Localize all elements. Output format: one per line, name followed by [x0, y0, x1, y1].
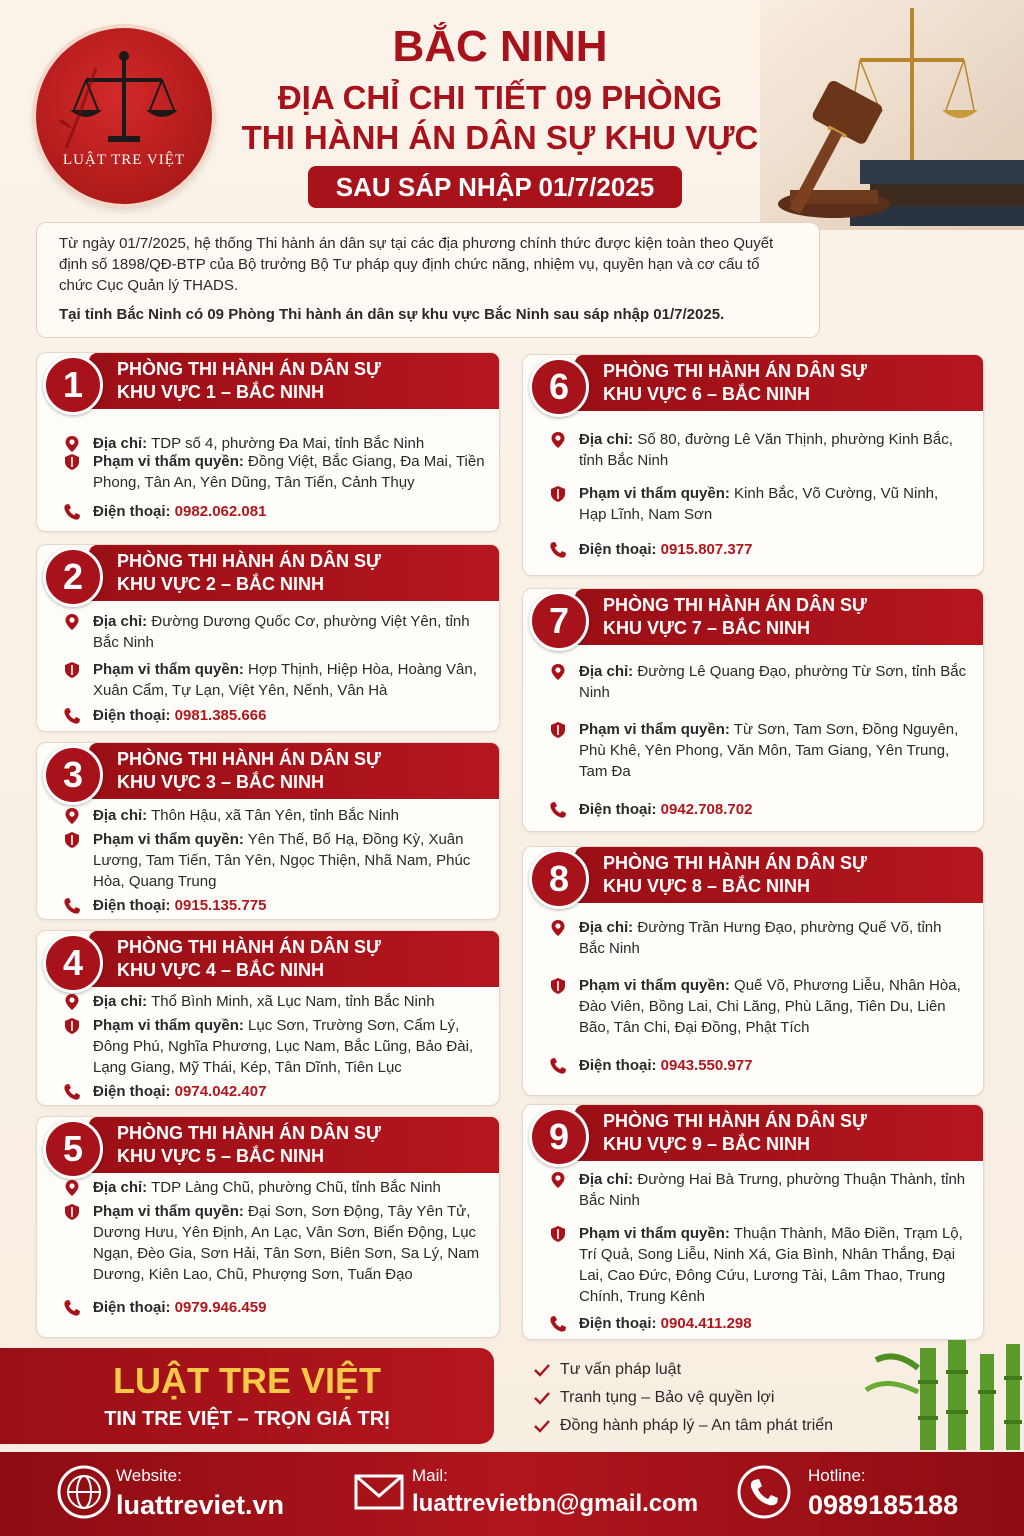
office-title: PHÒNG THI HÀNH ÁN DÂN SỰ KHU VỰC 7 – BẮC NINH	[575, 589, 983, 645]
check-icon	[534, 1391, 550, 1405]
office-scope: Phạm vi thẩm quyền: Đồng Việt, Bắc Giang, Đa Mai, Tiền Phong, Tân An, Yên Dũng, Tân Tiến, Cảnh Thụy	[59, 451, 485, 493]
office-phone[interactable]: Điện thoại: 0981.385.666	[59, 705, 485, 726]
logo	[36, 28, 212, 204]
location-pin-icon	[63, 1179, 81, 1197]
location-pin-icon	[549, 431, 567, 449]
office-scope: Phạm vi thẩm quyền: Quế Võ, Phương Liễu, Nhân Hòa, Đào Viên, Bồng Lai, Chi Lăng, Phù Lãng, Tiên Du, Liên Bão, Tân Chi, Đại Đồng, Phật Tích	[545, 975, 969, 1038]
shield-icon	[63, 661, 81, 679]
phone-icon	[736, 1464, 792, 1520]
service-item: Tranh tụng – Bảo vệ quyền lợi	[534, 1384, 864, 1412]
office-number: 7	[529, 591, 589, 651]
intro-bold-text: Tại tỉnh Bắc Ninh có 09 Phòng Thi hành án dân sự khu vực Bắc Ninh sau sáp nhập 01/7/2025.	[59, 306, 725, 323]
phone-icon	[549, 801, 567, 819]
office-card-6	[522, 354, 984, 576]
office-card-4	[36, 930, 500, 1106]
phone-icon	[549, 541, 567, 559]
location-pin-icon	[63, 993, 81, 1011]
office-title: PHÒNG THI HÀNH ÁN DÂN SỰ KHU VỰC 3 – BẮC NINH	[89, 743, 499, 799]
shield-icon	[549, 485, 567, 503]
office-scope: Phạm vi thẩm quyền: Từ Sơn, Tam Sơn, Đồng Nguyên, Phù Khê, Yên Phong, Văn Môn, Tam Giang, Yên Trung, Tam Đa	[545, 719, 969, 782]
mail-label: Mail:	[412, 1466, 448, 1485]
phone-icon	[63, 1083, 81, 1101]
office-title: PHÒNG THI HÀNH ÁN DÂN SỰ KHU VỰC 6 – BẮC NINH	[575, 355, 983, 411]
office-phone[interactable]: Điện thoại: 0942.708.702	[545, 799, 969, 820]
hotline-label: Hotline:	[808, 1466, 866, 1485]
location-pin-icon	[549, 1171, 567, 1189]
office-address: Địa chỉ: Đường Hai Bà Trưng, phường Thuận Thành, tỉnh Bắc Ninh	[545, 1169, 969, 1211]
services-list	[534, 1356, 864, 1440]
phone-icon	[549, 1057, 567, 1075]
office-phone[interactable]: Điện thoại: 0974.042.407	[59, 1081, 485, 1102]
shield-icon	[63, 1203, 81, 1221]
globe-icon	[56, 1464, 112, 1520]
service-item: Tư vấn pháp luật	[534, 1356, 864, 1384]
office-card-5	[36, 1116, 500, 1338]
location-pin-icon	[63, 613, 81, 631]
mail-icon	[352, 1464, 408, 1520]
gavel-illustration	[760, 0, 1024, 230]
office-scope: Phạm vi thẩm quyền: Hợp Thịnh, Hiệp Hòa, Hoàng Vân, Xuân Cẩm, Tự Lạn, Việt Yên, Nếnh, Vân Hà	[59, 659, 485, 701]
office-title: PHÒNG THI HÀNH ÁN DÂN SỰ KHU VỰC 4 – BẮC NINH	[89, 931, 499, 987]
office-card-1	[36, 352, 500, 532]
shield-icon	[549, 721, 567, 739]
office-address: Địa chỉ: Thôn Hậu, xã Tân Yên, tỉnh Bắc Ninh	[59, 805, 485, 826]
location-pin-icon	[549, 663, 567, 681]
office-address: Địa chỉ: Đường Lê Quang Đạo, phường Từ Sơn, tỉnh Bắc Ninh	[545, 661, 969, 703]
office-title: PHÒNG THI HÀNH ÁN DÂN SỰ KHU VỰC 9 – BẮC NINH	[575, 1105, 983, 1161]
shield-icon	[63, 453, 81, 471]
office-number: 4	[43, 933, 103, 993]
office-title: PHÒNG THI HÀNH ÁN DÂN SỰ KHU VỰC 2 – BẮC NINH	[89, 545, 499, 601]
office-phone[interactable]: Điện thoại: 0982.062.081	[59, 501, 485, 522]
office-scope: Phạm vi thẩm quyền: Lục Sơn, Trường Sơn, Cẩm Lý, Đông Phú, Nghĩa Phương, Lục Nam, Bắc Lũng, Bảo Đài, Lạng Giang, Mỹ Thái, Kép, Tân Dĩnh, Tiên Lục	[59, 1015, 485, 1078]
office-card-9	[522, 1104, 984, 1340]
office-number: 6	[529, 357, 589, 417]
office-number: 1	[43, 355, 103, 415]
office-card-7	[522, 588, 984, 832]
office-address: Địa chỉ: TDP số 4, phường Đa Mai, tỉnh Bắc Ninh	[59, 433, 485, 454]
office-address: Địa chỉ: Thổ Bình Minh, xã Lục Nam, tỉnh Bắc Ninh	[59, 991, 485, 1012]
office-scope: Phạm vi thẩm quyền: Đại Sơn, Sơn Động, Tây Yên Tử, Dương Hưu, Yên Định, An Lạc, Vân Sơn, Biển Động, Lục Ngạn, Đèo Gia, Sơn Hải, Tân Sơn, Biên Sơn, Sa Lý, Nam Dương, Kiên Lao, Chũ, Phượng Sơn, Tuấn Đạo	[59, 1201, 485, 1285]
office-address: Địa chỉ: Đường Trần Hưng Đạo, phường Quế Võ, tỉnh Bắc Ninh	[545, 917, 969, 959]
phone-icon	[63, 503, 81, 521]
office-address: Địa chỉ: Đường Dương Quốc Cơ, phường Việt Yên, tỉnh Bắc Ninh	[59, 611, 485, 653]
intro-text: Từ ngày 01/7/2025, hệ thống Thi hành án dân sự tại các địa phương chính thức được kiện toàn theo Quyết định số 1898/QĐ-BTP của Bộ trưởng Bộ Tư pháp quy định chức năng, nhiệm vụ, quyền hạn và cơ cấu tổ chức Cục Quản lý THADS.	[59, 235, 774, 294]
office-address: Địa chỉ: Số 80, đường Lê Văn Thịnh, phường Kinh Bắc, tỉnh Bắc Ninh	[545, 429, 969, 471]
header	[0, 0, 1024, 220]
scales-of-justice-icon	[36, 28, 212, 204]
hotline-number[interactable]: 0989185188	[808, 1490, 959, 1520]
office-card-8	[522, 846, 984, 1096]
intro-box	[36, 222, 820, 338]
brand-name: LUẬT TRE VIỆT	[113, 1360, 381, 1401]
location-pin-icon	[63, 807, 81, 825]
office-number: 3	[43, 745, 103, 805]
office-number: 9	[529, 1107, 589, 1167]
shield-icon	[549, 1225, 567, 1243]
office-scope: Phạm vi thẩm quyền: Thuận Thành, Mão Điền, Trạm Lộ, Trí Quả, Song Liễu, Ninh Xá, Gia Bình, Nhân Thắng, Đại Lai, Cao Đức, Đông Cứu, Lương Tài, Lâm Thao, Trung Chính, Trung Kênh	[545, 1223, 969, 1307]
office-phone[interactable]: Điện thoại: 0979.946.459	[59, 1297, 485, 1318]
phone-icon	[63, 897, 81, 915]
shield-icon	[549, 977, 567, 995]
office-phone[interactable]: Điện thoại: 0915.135.775	[59, 895, 485, 916]
service-item: Đồng hành pháp lý – An tâm phát triển	[534, 1412, 864, 1440]
shield-icon	[63, 1017, 81, 1035]
subtitle-badge: SAU SÁP NHẬP 01/7/2025	[308, 166, 682, 208]
office-phone[interactable]: Điện thoại: 0943.550.977	[545, 1055, 969, 1076]
office-scope: Phạm vi thẩm quyền: Kinh Bắc, Võ Cường, Vũ Ninh, Hạp Lĩnh, Nam Sơn	[545, 483, 969, 525]
office-number: 8	[529, 849, 589, 909]
office-phone[interactable]: Điện thoại: 0904.411.298	[545, 1313, 969, 1334]
check-icon	[534, 1419, 550, 1433]
title-line-3: THI HÀNH ÁN DÂN SỰ KHU VỰC	[241, 119, 759, 156]
brand-banner	[0, 1348, 494, 1444]
brand-slogan: TIN TRE VIỆT – TRỌN GIÁ TRỊ	[104, 1408, 390, 1430]
page-title: BẮC NINH	[392, 22, 608, 71]
page-title-2	[220, 78, 780, 158]
office-scope: Phạm vi thẩm quyền: Yên Thế, Bố Hạ, Đồng Kỳ, Xuân Lương, Tam Tiến, Tân Yên, Ngọc Thiện, Nhã Nam, Phúc Hòa, Quang Trung	[59, 829, 485, 892]
office-number: 5	[43, 1119, 103, 1179]
office-title: PHÒNG THI HÀNH ÁN DÂN SỰ KHU VỰC 5 – BẮC NINH	[89, 1117, 499, 1173]
office-phone[interactable]: Điện thoại: 0915.807.377	[545, 539, 969, 560]
phone-icon	[549, 1315, 567, 1333]
phone-icon	[63, 1299, 81, 1317]
office-title: PHÒNG THI HÀNH ÁN DÂN SỰ KHU VỰC 8 – BẮC NINH	[575, 847, 983, 903]
footer	[0, 1452, 1024, 1536]
office-address: Địa chỉ: TDP Làng Chũ, phường Chũ, tỉnh Bắc Ninh	[59, 1177, 485, 1198]
website-label: Website:	[116, 1466, 182, 1485]
office-card-3	[36, 742, 500, 920]
mail-link[interactable]: luattrevietbn@gmail.com	[412, 1490, 699, 1517]
office-title: PHÒNG THI HÀNH ÁN DÂN SỰ KHU VỰC 1 – BẮC NINH	[89, 353, 499, 409]
logo-text: LUẬT TRE VIỆT	[62, 152, 186, 168]
website-link[interactable]: luattreviet.vn	[116, 1490, 285, 1520]
office-number: 2	[43, 547, 103, 607]
shield-icon	[63, 831, 81, 849]
office-card-2	[36, 544, 500, 732]
title-line-2: ĐỊA CHỈ CHI TIẾT 09 PHÒNG	[277, 79, 723, 116]
phone-icon	[63, 707, 81, 725]
bamboo-icon	[856, 1340, 1024, 1450]
location-pin-icon	[549, 919, 567, 937]
check-icon	[534, 1363, 550, 1377]
